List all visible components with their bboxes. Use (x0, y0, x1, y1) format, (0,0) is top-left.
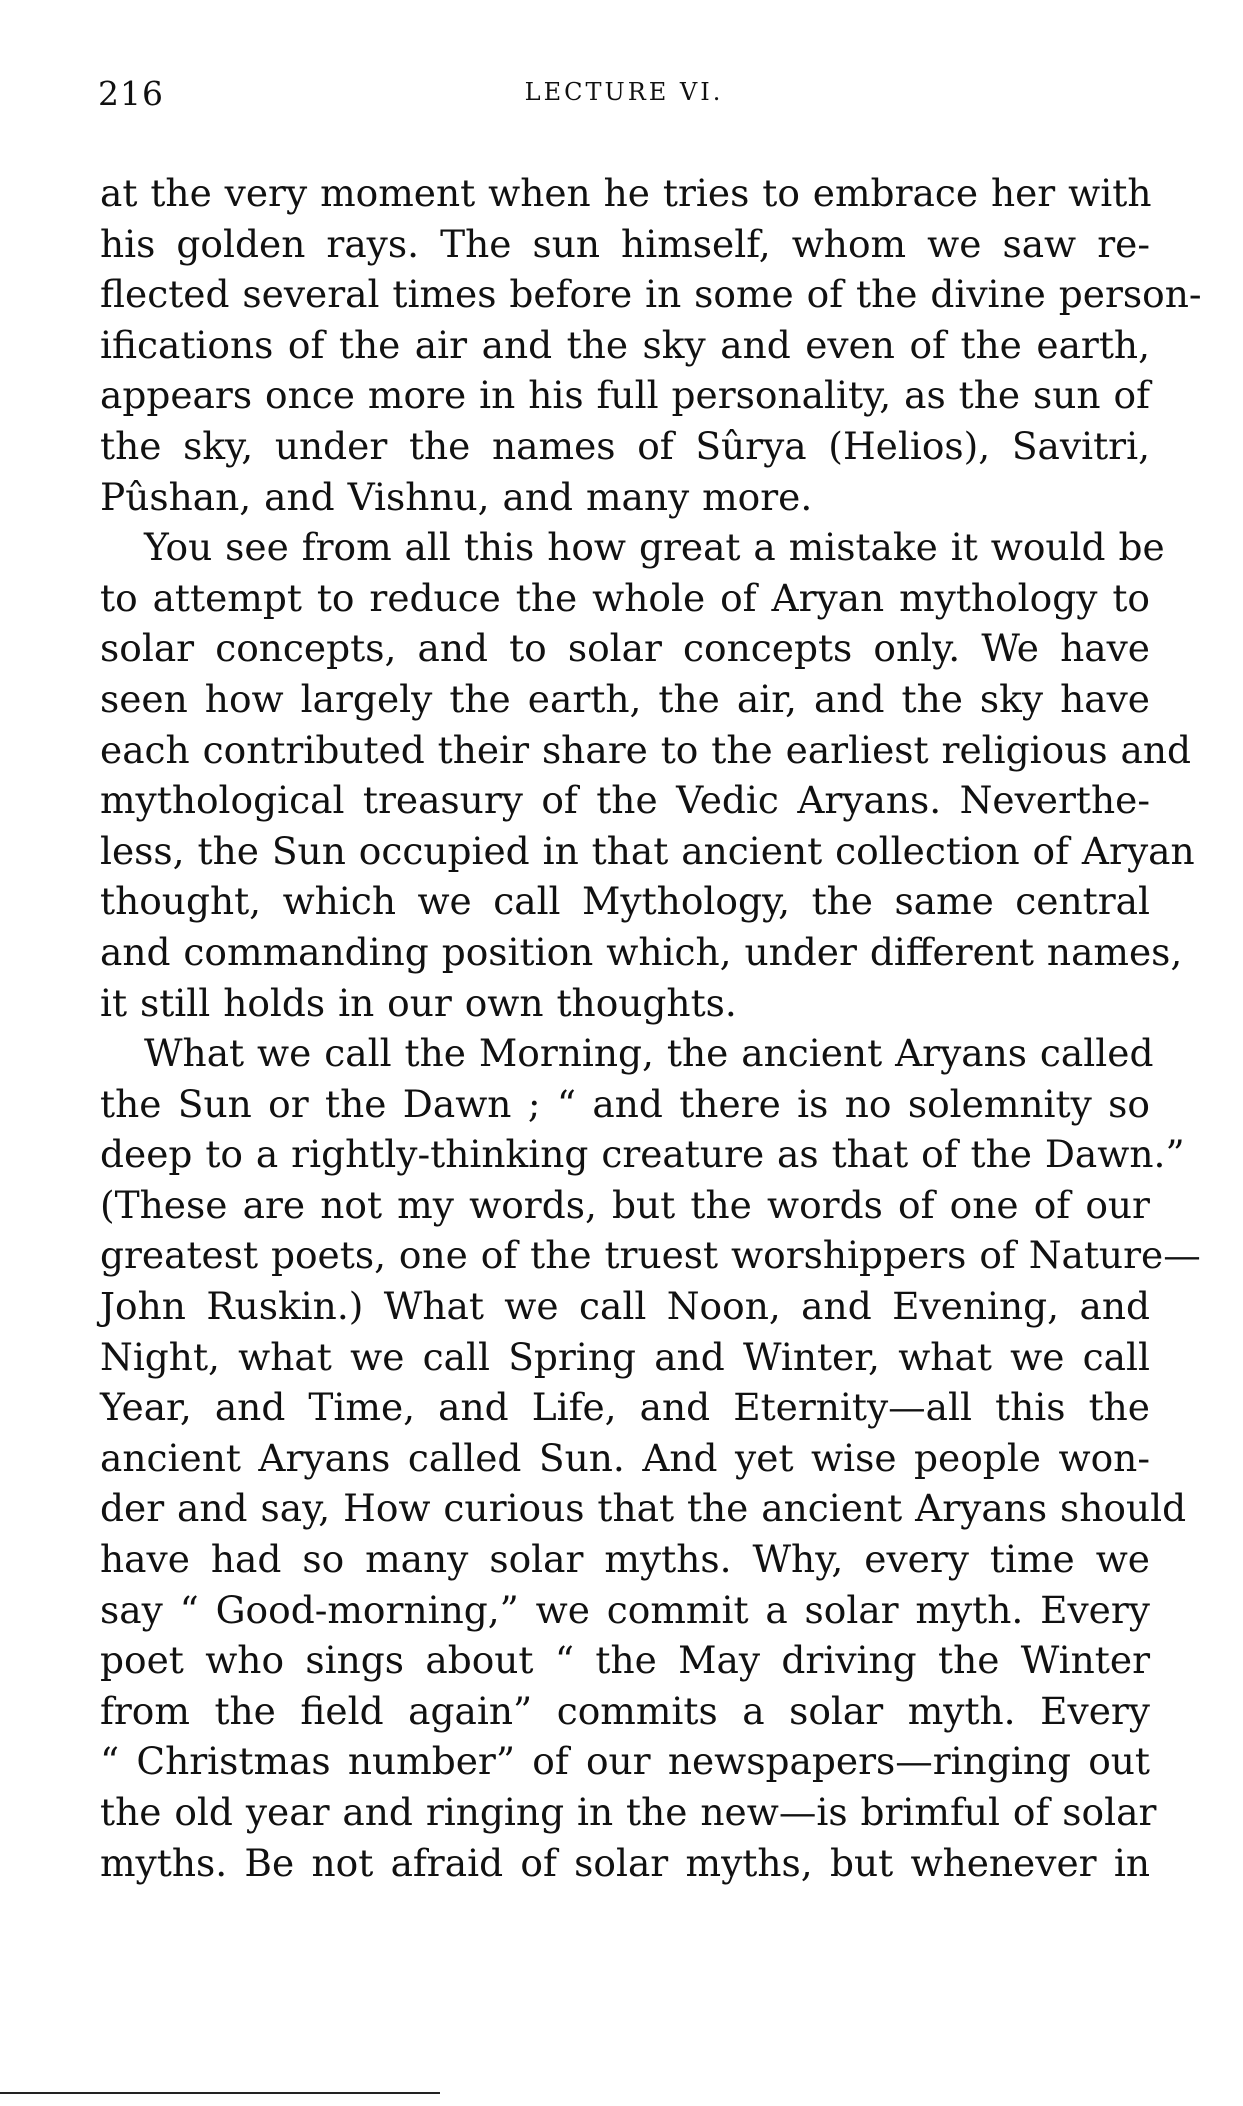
text-line: to attempt to reduce the whole of Aryan mythology to (100, 575, 1150, 620)
text-line: at the very moment when he tries to embrace her with (100, 171, 1152, 215)
text-line: John Ruskin.) What we call Noon, and Evening, and (100, 1284, 1150, 1329)
text-line: the old year and ringing in the new—is brimful of solar (100, 1790, 1157, 1834)
paragraph-2 (100, 522, 1195, 1028)
text-line: What we call the Morning, the ancient Aryans called (144, 1031, 1154, 1076)
text-line: his golden rays. The sun himself, whom we saw re- (100, 221, 1150, 266)
text-line: have had so many solar myths. Why, every time we (100, 1537, 1150, 1582)
text-line: the sky, under the names of Sûrya (Helios), Savitri, (100, 423, 1150, 468)
text-line: poet who sings about “ the May driving the Winter (100, 1638, 1150, 1683)
bottom-edge-rule (0, 2092, 440, 2094)
text-line: You see from all this how great a mistake it would be (144, 525, 1165, 570)
text-line: mythological treasury of the Vedic Aryans. Neverthe- (100, 778, 1150, 823)
text-line: less, the Sun occupied in that ancient collection of Aryan (100, 828, 1195, 873)
paragraph-1 (100, 168, 1202, 522)
page-number: 216 (98, 74, 164, 113)
page-header (98, 74, 1150, 124)
text-line: appears once more in his full personality, as the sun of (100, 373, 1150, 418)
text-line: it still holds in our own thoughts. (100, 980, 737, 1025)
text-line: (These are not my words, but the words of one of our (100, 1182, 1150, 1227)
text-line: Night, what we call Spring and Winter, what we call (100, 1334, 1150, 1379)
text-line: “ Christmas number” of our newspapers—ringing out (100, 1739, 1150, 1784)
text-line: each contributed their share to the earliest religious and (100, 727, 1192, 772)
text-line: the Sun or the Dawn ; “ and there is no solemnity so (100, 1081, 1150, 1126)
text-line: deep to a rightly-thinking creature as that of the Dawn.” (100, 1132, 1185, 1177)
text-line: thought, which we call Mythology, the same central (100, 879, 1150, 924)
text-line: myths. Be not afraid of solar myths, but whenever in (100, 1840, 1150, 1885)
text-line: flected several times before in some of the divine person- (100, 272, 1202, 317)
paragraph-3 (100, 1028, 1201, 1888)
text-line: ifications of the air and the sky and even of the earth, (100, 322, 1150, 367)
body-text (100, 168, 1202, 1888)
text-line: and commanding position which, under different names, (100, 929, 1183, 974)
running-title: LECTURE VI. (524, 78, 724, 106)
text-line: der and say, How curious that the ancient Aryans should (100, 1486, 1187, 1531)
text-line: from the field again” commits a solar myth. Every (100, 1688, 1150, 1733)
text-line: Year, and Time, and Life, and Eternity—all this the (100, 1385, 1150, 1430)
text-line: say “ Good-morning,” we commit a solar myth. Every (100, 1587, 1150, 1632)
text-line: ancient Aryans called Sun. And yet wise people won- (100, 1435, 1150, 1480)
text-line: solar concepts, and to solar concepts only. We have (100, 626, 1150, 671)
text-line: Pûshan, and Vishnu, and many more. (100, 474, 813, 519)
text-line: greatest poets, one of the truest worshippers of Nature— (100, 1233, 1201, 1278)
text-line: seen how largely the earth, the air, and the sky have (100, 676, 1150, 721)
